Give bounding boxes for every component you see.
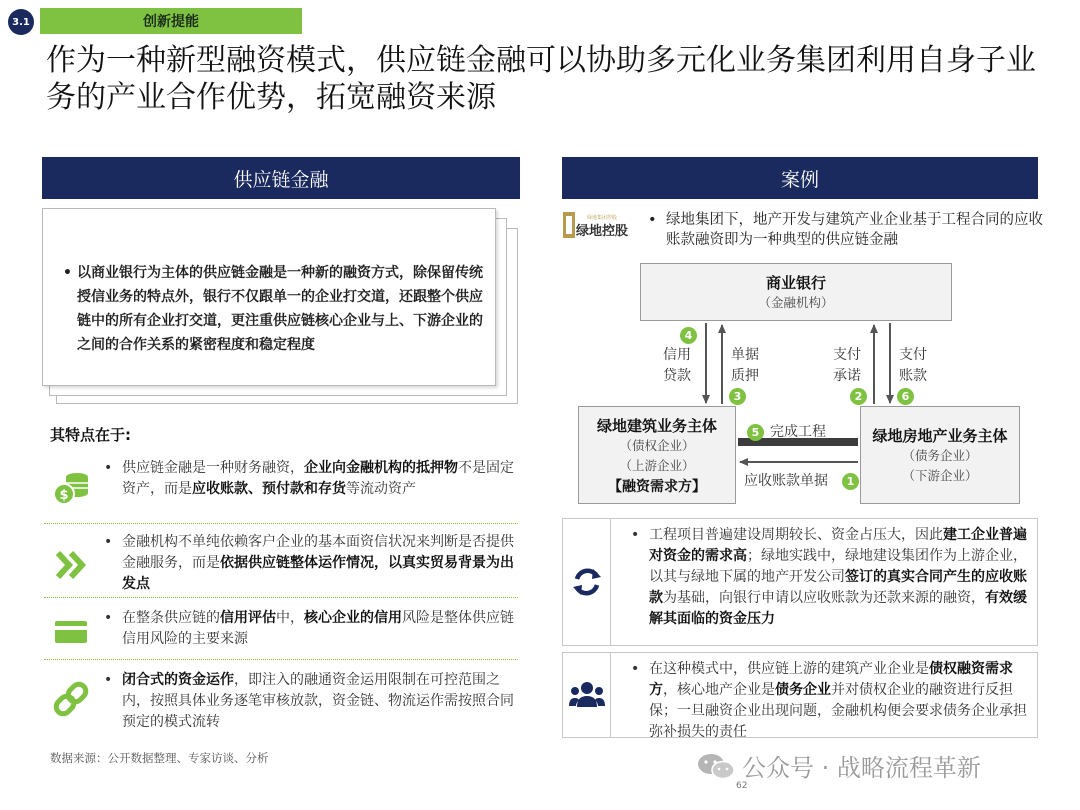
step-4-badge: 4	[680, 327, 697, 344]
builder-sub2: （上游企业）	[619, 458, 695, 473]
wechat-icon	[696, 751, 736, 781]
watermark	[696, 748, 981, 783]
svg-text:绿地控股: 绿地控股	[575, 224, 629, 239]
label-pay-promise: 支付 承诺	[833, 347, 861, 384]
svg-text:$: $	[59, 488, 69, 503]
step-3-badge: 3	[729, 388, 746, 405]
people-icon	[563, 653, 611, 737]
refresh-icon	[563, 519, 611, 645]
case-note-1	[562, 518, 1038, 646]
page-number: 62	[736, 781, 748, 791]
right-header: 案例	[562, 157, 1038, 199]
section-tag: 创新提能	[40, 8, 302, 34]
step-6-badge: 6	[897, 388, 914, 405]
case-note-2	[562, 652, 1038, 738]
intro-text: • 以商业银行为主体的供应链金融是一种新的融资方式，除保留传统授信业务的特点外，银行不仅跟单一的企业打交道，还跟整个供应链中的所有企业打交道，更注重供应链核心企业与上、下游企业的之间的合作关系的紧密程度和稳定程度	[77, 261, 483, 357]
step-1-badge: 1	[842, 473, 859, 490]
builder-sub1: （债权企业）	[619, 438, 695, 453]
label-doc-pledge: 单据 质押	[731, 347, 759, 384]
developer-sub2: （下游企业）	[902, 468, 978, 483]
case-note-1-text: • 工程项目普遍建设周期较长、资金占压大，因此建工企业普遍对资金的需求高；绿地实践中，绿地建设集团作为上游企业，以其与绿地下属的地产开发公司签订的真实合同产生的应收账款为基础，向银行申请以应收账款为还款来源的融资，有效缓解其面临的资金压力	[649, 525, 1031, 630]
left-header: 供应链金融	[42, 157, 520, 199]
label-pay-account: 支付 账款	[899, 347, 927, 384]
label-complete-project: 完成工程	[770, 424, 826, 440]
section-number: 3.1	[8, 9, 34, 35]
case-intro-text: • 绿地集团下，地产开发与建筑产业企业基于工程合同的应收账款融资即为一种典型的供应链金融	[666, 210, 1054, 250]
bank-title: 商业银行	[765, 274, 826, 292]
svg-text:绿地集团控股: 绿地集团控股	[586, 215, 618, 221]
feature-text: • 金融机构不单纯依赖客户企业的基本面资信状况来判断是否提供金融服务，而是依据供应链整体运作情况，以真实贸易背景为出发点	[122, 532, 514, 595]
feature-text: • 闭合式的资金运作，即注入的融通资金运用限制在可控范围之内，按照具体业务逐笔审核放款，资金链、物流运作需按照合同预定的模式流转	[122, 670, 514, 733]
step-5-badge: 5	[747, 424, 764, 441]
page-title: 作为一种新型融资模式，供应链金融可以协助多元化业务集团利用自身子业务的产业合作优势，拓宽融资来源	[46, 43, 1036, 115]
developer-sub1: （债务企业）	[902, 448, 978, 463]
watermark-text: 公众号 · 战略流程革新	[742, 754, 981, 782]
label-credit-loan: 信用 贷款	[663, 347, 691, 384]
case-note-2-text: • 在这种模式中，供应链上游的建筑产业企业是债权融资需求方，核心地产企业是债务企业并对债权企业的融资进行反担保；一旦融资企业出现问题，金融机构便会要求债务企业承担弥补损失的责任	[649, 659, 1031, 743]
label-receivable-doc: 应收账款单据	[744, 473, 828, 489]
features-heading: 其特点在于:	[50, 426, 131, 444]
feature-text: • 供应链金融是一种财务融资，企业向金融机构的抵押物不是固定资产，而是应收账款、预付款和存货等流动资产	[122, 458, 514, 500]
data-source: 数据来源：公开数据整理、专家访谈、分析	[50, 751, 269, 765]
feature-text: • 在整条供应链的信用评估中，核心企业的信用风险是整体供应链信用风险的主要来源	[122, 608, 514, 650]
builder-role: 【融资需求方】	[608, 479, 706, 495]
step-2-badge: 2	[850, 388, 867, 405]
builder-title: 绿地建筑业务主体	[596, 417, 717, 435]
bank-subtitle: （金融机构）	[758, 295, 834, 310]
developer-title: 绿地房地产业务主体	[872, 427, 1008, 445]
